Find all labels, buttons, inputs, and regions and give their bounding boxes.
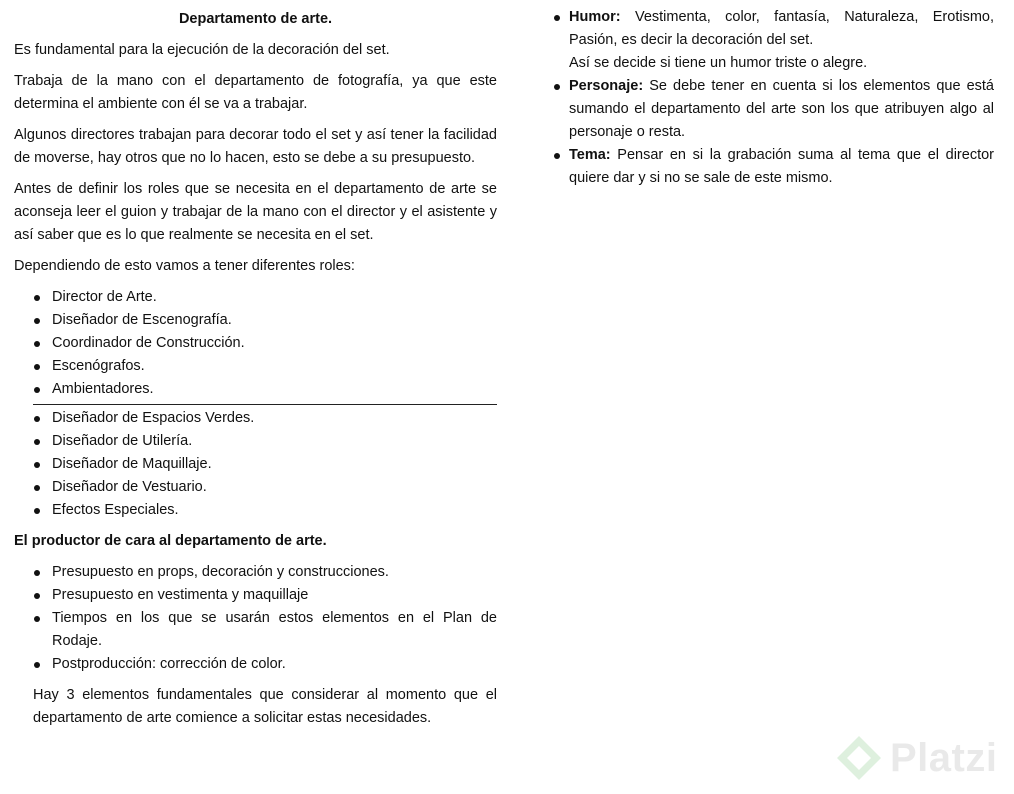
watermark-text: Platzi (890, 735, 998, 780)
closing-paragraph: Hay 3 elementos fundamentales que considerar al momento que el departamento de arte comience a solicitar estas necesidades. (33, 687, 497, 726)
list-item: Diseñador de Maquillaje. (14, 453, 497, 476)
item-text: Pensar en si la grabación suma al tema que el director quiere dar y si no se sale de este mismo. (569, 147, 994, 186)
divider (33, 404, 497, 405)
left-column (14, 6, 497, 738)
list-item-humor (551, 6, 994, 75)
list-item: Director de Arte. (14, 286, 497, 309)
item-label: Personaje: (569, 78, 644, 94)
paragraph: Es fundamental para la ejecución de la decoración del set. (14, 42, 390, 58)
paragraph: Algunos directores trabajan para decorar todo el set y así tener la facilidad de moverse, hay otros que no lo hacen, esto se debe a su presupuesto. (14, 127, 497, 166)
list-item: Diseñador de Utilería. (14, 430, 497, 453)
list-item: Escenógrafos. (14, 355, 497, 378)
list-item: Diseñador de Espacios Verdes. (14, 407, 497, 430)
right-column (551, 6, 994, 198)
elements-list (551, 6, 994, 190)
platzi-watermark (834, 730, 1004, 786)
list-item-personaje (551, 75, 994, 144)
producer-list (14, 561, 497, 676)
paragraph: Antes de definir los roles que se necesita en el departamento de arte se aconseja leer el guion y trabajar de la mano con el director y el asistente y así saber que es lo que realmente se necesita en el set. (14, 181, 497, 243)
paragraph: Trabaja de la mano con el departamento de fotografía, ya que este determina el ambiente con él se va a trabajar. (14, 73, 497, 112)
list-item: Diseñador de Escenografía. (14, 309, 497, 332)
list-item: Tiempos en los que se usarán estos elementos en el Plan de Rodaje. (14, 607, 497, 653)
item-label: Tema: (569, 147, 611, 163)
roles-list (14, 286, 497, 401)
item-text: Se debe tener en cuenta si los elementos que está sumando el departamento del arte son los que atribuyen algo al personaje o resta. (569, 78, 994, 140)
item-label: Humor: (569, 9, 621, 25)
list-item: Presupuesto en vestimenta y maquillaje (14, 584, 497, 607)
paragraph: Dependiendo de esto vamos a tener diferentes roles: (14, 258, 355, 274)
list-item-tema (551, 144, 994, 190)
list-item: Presupuesto en props, decoración y construcciones. (14, 561, 497, 584)
item-text: Vestimenta, color, fantasía, Naturaleza, Erotismo, Pasión, es decir la decoración del set. (569, 9, 994, 48)
item-extra: Así se decide si tiene un humor triste o alegre. (569, 55, 868, 71)
list-item: Coordinador de Construcción. (14, 332, 497, 355)
section-title: Departamento de arte. (178, 11, 333, 27)
producer-heading: El productor de cara al departamento de arte. (14, 533, 327, 549)
platzi-logo-icon (834, 733, 884, 783)
roles-list-continued (14, 407, 497, 522)
list-item: Postproducción: corrección de color. (14, 653, 497, 676)
list-item: Ambientadores. (14, 378, 497, 401)
list-item: Diseñador de Vestuario. (14, 476, 497, 499)
list-item: Efectos Especiales. (14, 499, 497, 522)
